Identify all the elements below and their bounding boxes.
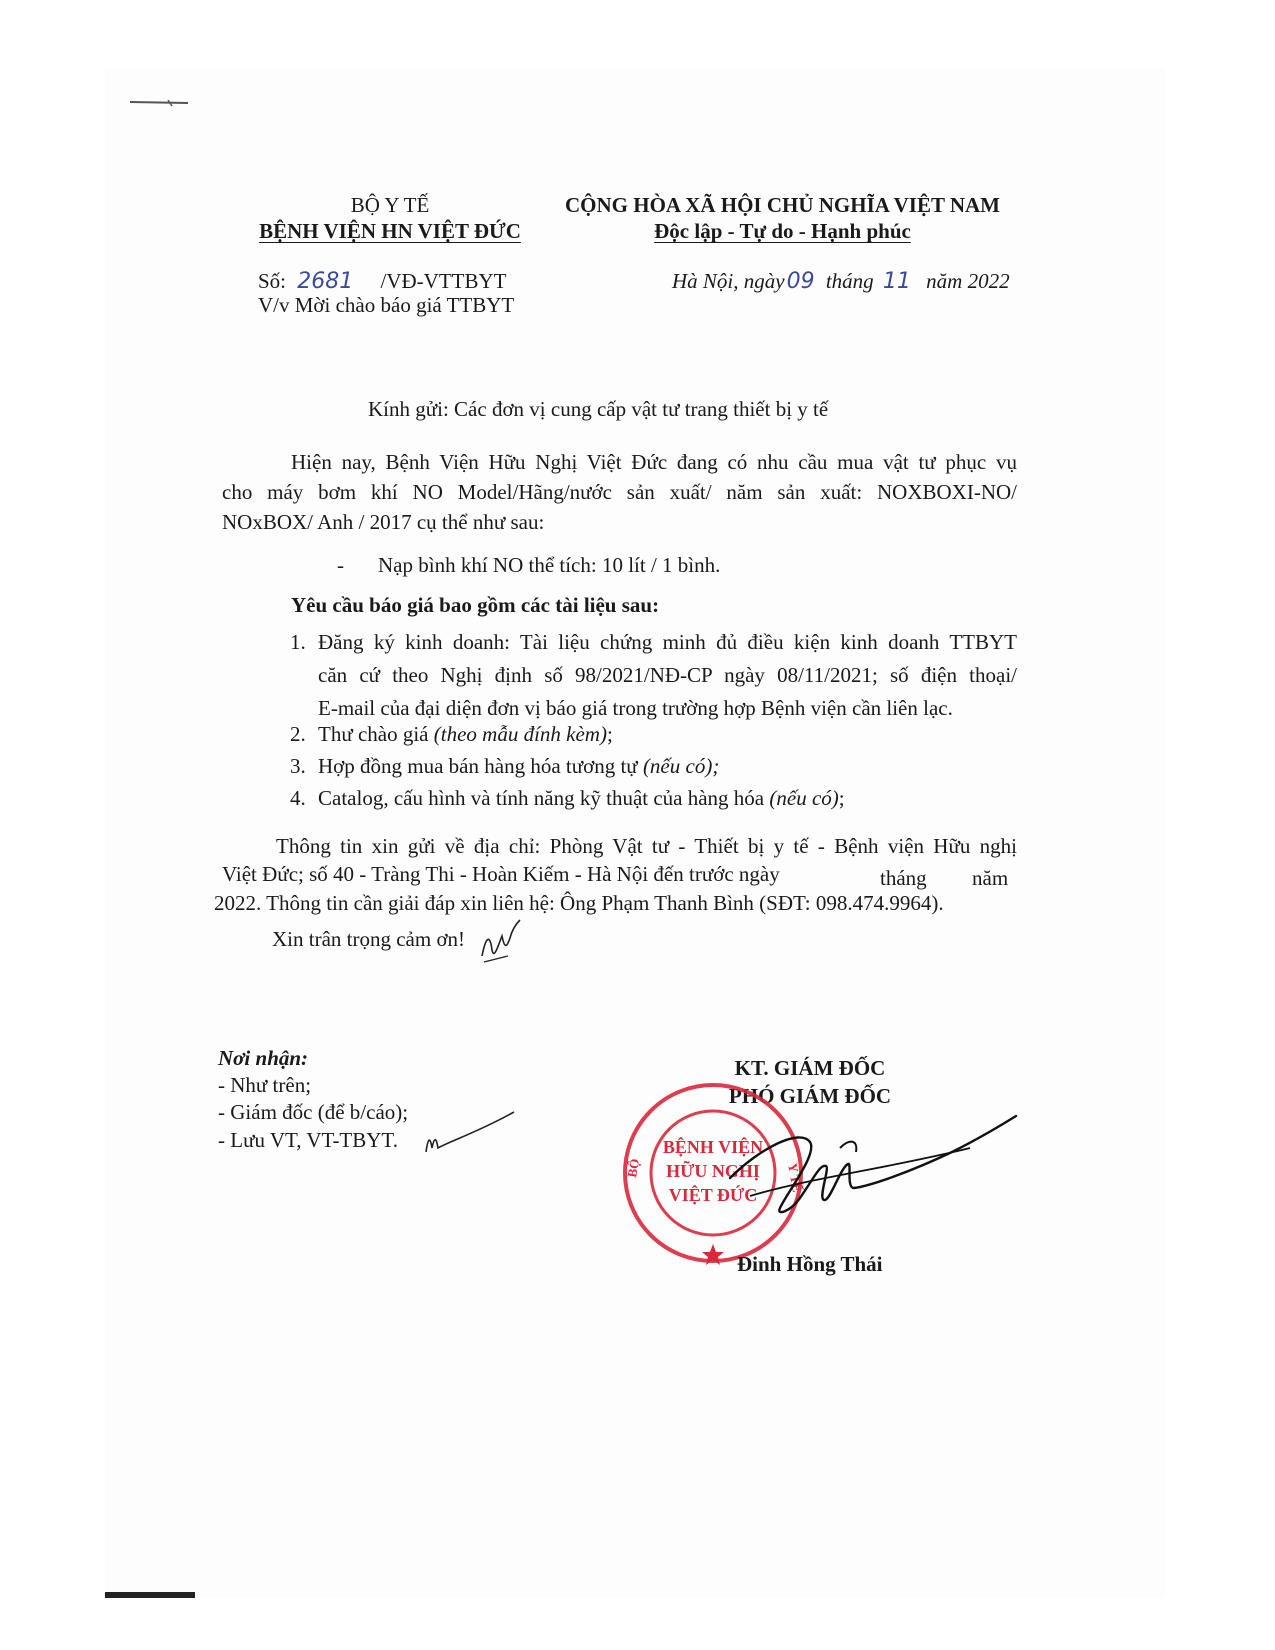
req-1-line-3: E-mail của đại diện đơn vị báo giá trong trường hợp Bệnh viện cần liên lạc. — [318, 696, 953, 720]
req-4-end: ; — [838, 786, 845, 810]
req-3-italic: (nếu có); — [642, 754, 720, 778]
intro-line-2: cho máy bơm khí NO Model/Hãng/nước sản xuất/ năm sản xuất: NOXBOXI-NO/ — [222, 480, 1017, 504]
recipient-item-3: - Lưu VT, VT-TBYT. — [218, 1128, 398, 1152]
req-4-number: 4. — [290, 786, 306, 810]
date-day: 09 — [786, 269, 815, 294]
date-month: 11 — [882, 269, 911, 294]
contact-line-1: Thông tin xin gửi về địa chỉ: Phòng Vật tư - Thiết bị y tế - Bệnh viện Hữu nghị — [276, 834, 1017, 858]
recipients-heading: Nơi nhận: — [218, 1046, 309, 1070]
scan-mark — [128, 96, 192, 110]
req-3-number: 3. — [290, 754, 306, 778]
number-suffix: /VĐ-VTTBYT — [380, 269, 507, 293]
document-subject: V/v Mời chào báo giá TTBYT — [258, 293, 515, 317]
contact-line-3: 2022. Thông tin cần giải đáp xin liên hệ: Ông Phạm Thanh Bình (SĐT: 098.474.9964). — [214, 891, 944, 915]
stamp-ring-left: BỘ — [624, 1157, 643, 1179]
date-year: năm 2022 — [926, 269, 1010, 293]
signer-title-2: PHÓ GIÁM ĐỐC — [728, 1084, 892, 1108]
signer-title-1: KT. GIÁM ĐỐC — [734, 1056, 886, 1080]
director-signature — [690, 1108, 1020, 1228]
contact-month-label: tháng — [880, 866, 927, 890]
req-1-line-1: Đăng ký kinh doanh: Tài liệu chứng minh đủ điều kiện kinh doanh TTBYT — [318, 630, 1017, 654]
document-date — [672, 268, 1010, 295]
initials-mark — [478, 916, 522, 968]
ministry-name: BỘ Y TẾ — [350, 193, 430, 217]
recipient-line: Kính gửi: Các đơn vị cung cấp vật tư trang thiết bị y tế — [368, 397, 829, 421]
intro-line-3: NOxBOX/ Anh / 2017 cụ thể như sau: — [222, 510, 545, 534]
req-4-text: Catalog, cấu hình và tính năng kỹ thuật của hàng hóa — [318, 786, 770, 810]
req-2-text: Thư chào giá — [318, 722, 434, 746]
req-1-number: 1. — [290, 630, 306, 654]
date-place: Hà Nội, ngày — [672, 269, 785, 293]
country-name: CỘNG HÒA XÃ HỘI CHỦ NGHĨA VIỆT NAM — [564, 193, 1001, 217]
req-4-italic: (nếu có) — [769, 786, 839, 810]
stamp-ring-right: Y TẾ — [785, 1161, 805, 1194]
intro-line-1: Hiện nay, Bệnh Viện Hữu Nghị Việt Đức đang có nhu cầu mua vật tư phục vụ — [291, 450, 1017, 474]
req-2 — [318, 721, 613, 747]
hospital-name: BỆNH VIỆN HN VIỆT ĐỨC — [259, 219, 521, 243]
req-4 — [318, 785, 845, 811]
signer-name: Đinh Hồng Thái — [737, 1252, 883, 1276]
item-text: Nạp bình khí NO thể tích: 10 lít / 1 bình. — [378, 553, 721, 577]
number-handwritten: 2681 — [297, 269, 354, 294]
document-number — [258, 268, 507, 295]
req-1-line-2: căn cứ theo Nghị định số 98/2021/NĐ-CP ngày 08/11/2021; số điện thoại/ — [318, 663, 1017, 687]
item-dash: - — [337, 553, 344, 577]
req-2-number: 2. — [290, 722, 306, 746]
requirements-heading: Yêu cầu báo giá bao gồm các tài liệu sau: — [291, 593, 660, 617]
contact-year-label: năm — [972, 866, 1009, 890]
req-2-end: ; — [606, 722, 613, 746]
req-3 — [318, 753, 719, 779]
national-motto: Độc lập - Tự do - Hạnh phúc — [654, 219, 911, 243]
recipient-item-2: - Giám đốc (để b/cáo); — [218, 1100, 409, 1124]
contact-line-2 — [222, 861, 780, 887]
initials-mark-footer — [418, 1108, 518, 1160]
stamp-line-1: BỆNH VIỆN — [662, 1137, 764, 1157]
recipient-item-1: - Như trên; — [218, 1073, 312, 1097]
scan-edge-mark — [105, 1592, 195, 1598]
thanks-line: Xin trân trọng cảm ơn! — [272, 927, 466, 951]
number-prefix: Số: — [258, 269, 287, 293]
contact-line-2a: Việt Đức; số 40 - Tràng Thi - Hoàn Kiếm - Hà Nội đến trước ngày — [222, 862, 780, 886]
stamp-line-3: VIỆT ĐỨC — [668, 1185, 758, 1205]
date-month-label: tháng — [825, 269, 874, 293]
stamp-line-2: HỮU NGHỊ — [666, 1161, 760, 1181]
req-3-text: Hợp đồng mua bán hàng hóa tương tự — [318, 754, 643, 778]
req-2-italic: (theo mẫu đính kèm) — [433, 722, 607, 746]
